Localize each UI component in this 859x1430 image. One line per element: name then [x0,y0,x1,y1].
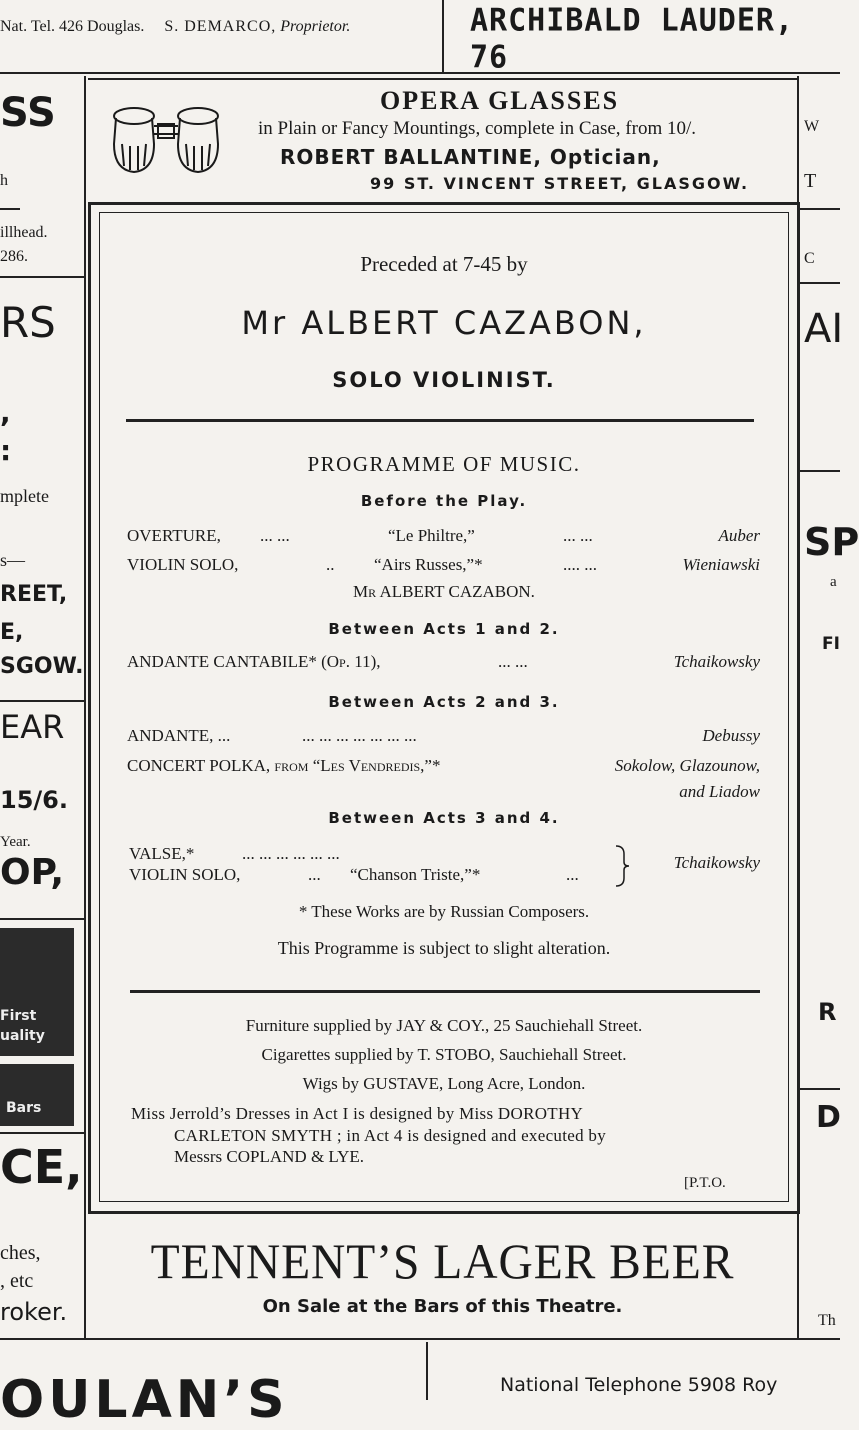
overture-row [127,526,221,546]
violin-solo-dots-1: .. [326,555,335,574]
proprietor-name: S. DEMARCO, [164,18,277,35]
andante-dots: ... ... ... ... ... ... ... [302,726,417,745]
right-rule [800,208,840,210]
left-fragment: 15/6. [0,786,68,814]
concert-polka-composers: Sokolow, Glazounow, [614,756,760,775]
left-fragment: ches, [0,1242,41,1264]
top-strip-divider [442,0,444,72]
footnote: * These Works are by Russian Composers. [298,902,590,921]
andante-composer: Debussy [702,726,760,745]
right-fragment: R [818,998,837,1026]
right-fragment: SP [804,520,859,564]
right-fragment: FI [822,634,840,654]
opera-glasses-ad [90,80,795,198]
right-fragment: a [830,574,837,590]
valse-piece: VALSE,* [129,844,195,863]
performer-role: SOLO VIOLINIST. [332,368,556,392]
credit-wigs: Wigs by GUSTAVE, Long Acre, London. [302,1074,586,1093]
top-strip-left [0,18,440,36]
left-rule [0,700,84,702]
right-fragment: C [804,250,815,267]
concert-polka-composers-2: and Liadow [679,782,760,801]
left-fragment: s— [0,550,26,570]
right-fragment: AI [804,306,844,352]
right-fragment: D [816,1100,841,1135]
left-fragment: : [0,434,12,467]
violin-solo-row [127,555,238,575]
alteration-note: This Programme is subject to slight alteration. [277,938,611,958]
credit-cigarettes: Cigarettes supplied by T. STOBO, Sauchiehall Street. [261,1045,627,1064]
andante-cantabile-piece: ANDANTE CANTABILE* (Op. 11), [127,652,381,671]
left-fragment: Year. [0,834,31,850]
left-fragment: E, [0,620,24,645]
piece-label: OVERTURE, [127,526,221,545]
overture-dots-2: ... ... [563,526,593,545]
left-fragment: REET, [0,582,68,607]
left-fragment: , etc [0,1270,34,1292]
overture-composer: Auber [718,526,760,545]
violin-solo-title: “Airs Russes,”* [374,555,483,574]
credit-dresses-line-1: Miss Jerrold’s Dresses in Act I is designed by Miss DOROTHY [131,1104,584,1123]
optician-address: 99 ST. VINCENT STREET, GLASGOW. [370,174,750,193]
left-fragment: SGOW. [0,654,84,679]
left-ad-image-block-2 [0,1064,74,1126]
bottom-strip-top-rule [0,1338,840,1340]
left-rule [0,276,84,278]
left-fragment: roker. [0,1298,68,1326]
right-rule [800,470,840,472]
chanson-title: “Chanson Triste,”* [350,865,481,884]
brace-icon [612,844,632,888]
credit-dresses-line-3: Messrs COPLAND & LYE. [174,1147,365,1166]
left-fragment: SS [0,90,56,136]
right-rule [800,1088,840,1090]
performer-name: Mr ALBERT CAZABON, [241,304,647,342]
left-fragment: First [0,1008,37,1024]
acts-3-4-heading: Between Acts 3 and 4. [328,809,560,827]
opera-ad-title: OPERA GLASSES [380,86,620,115]
left-fragment: CE, [0,1140,83,1194]
lauder-ad-heading: ARCHIBALD LAUDER, 76 [470,2,795,76]
violin-solo-dots-2: .... ... [563,555,597,574]
opera-ad-description: in Plain or Fancy Mountings, complete in Case, from 10/. [258,118,697,139]
andante-cantabile-composer: Tchaikowsky [673,652,760,671]
overture-dots-1: ... ... [260,526,290,545]
right-fragment: T [804,170,817,192]
left-rule [0,918,84,920]
valse-dots: ... ... ... ... ... ... [242,844,340,863]
andante-piece: ANDANTE, ... [127,726,231,745]
programme-divider-top [126,419,754,422]
left-rule [0,208,20,210]
telephone-text: Nat. Tel. 426 Douglas. [0,18,145,35]
left-fragment: EAR [0,708,65,746]
beer-ad-title: TENNENT’S LAGER BEER [150,1233,735,1289]
left-rule [0,1132,84,1134]
left-fragment: 286. [0,248,28,265]
acts-2-3-heading: Between Acts 2 and 3. [328,693,560,711]
piece-label: VIOLIN SOLO, [127,555,239,574]
preceded-line: Preceded at 7-45 by [360,252,528,276]
right-fragment: Th [818,1312,836,1329]
left-fragment: OP, [0,852,65,893]
chanson-dots-2: ... [566,865,579,884]
opera-glasses-icon [106,104,226,176]
credit-furniture: Furniture supplied by JAY & COY., 25 Sauchiehall Street. [245,1016,643,1035]
bottom-strip-divider [426,1342,428,1400]
proprietor-title: Proprietor. [280,18,351,35]
concert-polka-piece: CONCERT POLKA, from “Les Vendredis,”* [127,756,441,775]
overture-title: “Le Philtre,” [388,526,475,545]
beer-ad-subtitle: On Sale at the Bars of this Theatre. [262,1296,623,1317]
left-column-rule [84,76,86,1338]
bottom-left-heading: OULAN’S [0,1370,289,1430]
right-fragment: W [804,118,820,135]
credit-dresses-line-2: CARLETON SMYTH ; in Act 4 is designed and executed by [174,1126,607,1145]
programme-heading: PROGRAMME OF MUSIC. [307,452,581,476]
left-fragment: mplete [0,486,49,506]
optician-name: ROBERT BALLANTINE, Optician, [280,145,661,169]
andante-cantabile-dots: ... ... [498,652,528,671]
soloist-line: Mr ALBERT CAZABON. [353,582,535,601]
right-rule [800,282,840,284]
left-fragment: uality [0,1028,45,1044]
violin-solo-composer: Wieniawski [682,555,760,574]
valse-chanson-composer: Tchaikowsky [673,853,760,872]
before-play-heading: Before the Play. [360,492,528,510]
left-fragment: RS [0,298,56,347]
chanson-dots-1: ... [308,865,321,884]
chanson-piece: VIOLIN SOLO, [129,865,241,884]
please-turn-over: [P.T.O. [684,1175,726,1191]
left-fragment: Bars [6,1100,42,1116]
acts-1-2-heading: Between Acts 1 and 2. [328,620,560,638]
left-fragment: h [0,172,8,189]
left-fragment: illhead. [0,224,48,241]
programme-divider-bottom [130,990,760,993]
bottom-right-telephone: National Telephone 5908 Roy [500,1374,778,1396]
left-fragment: , [0,396,11,429]
